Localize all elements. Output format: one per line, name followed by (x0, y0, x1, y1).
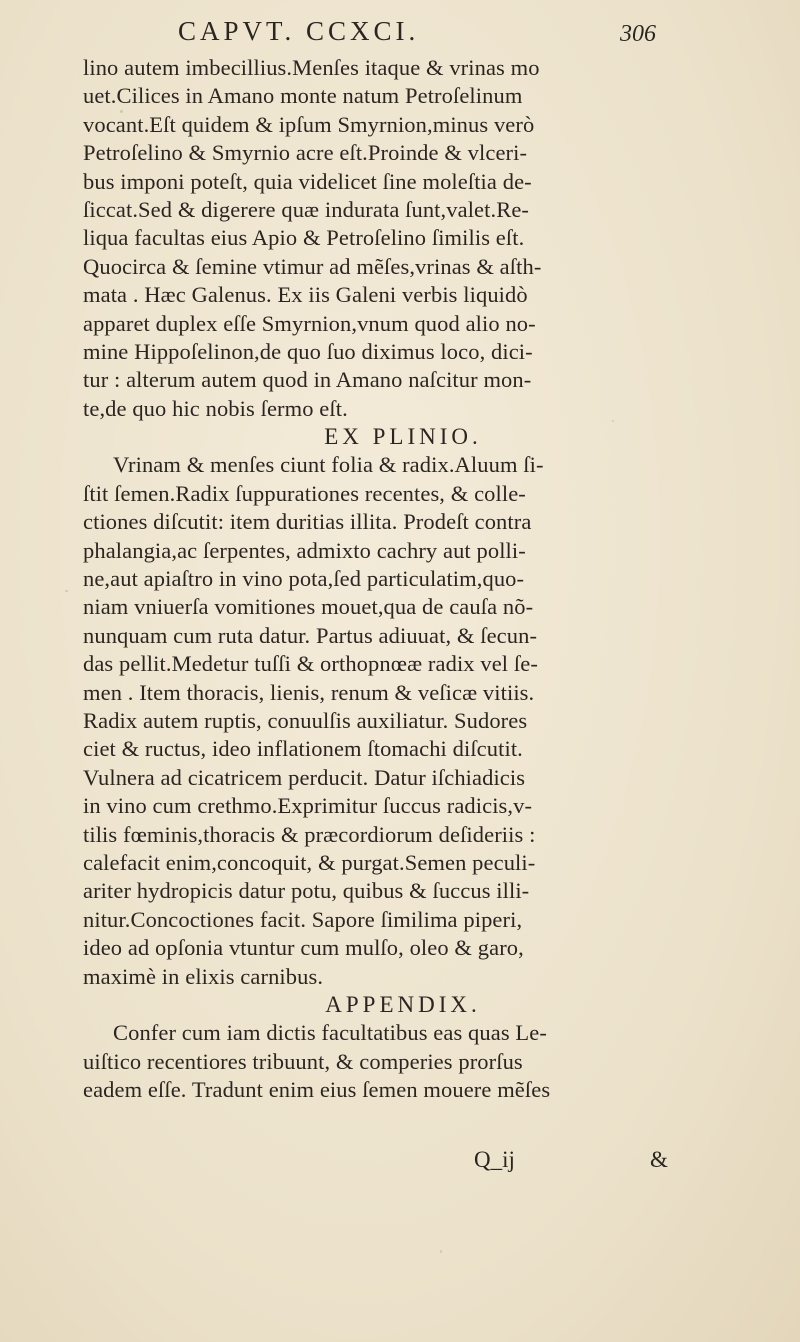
text-line: ciet & ructus, ideo inflationem ſtomachi diſcutit. (83, 736, 523, 762)
text-line: Radix autem ruptis, conuulſis auxiliatur. Sudores (83, 707, 528, 733)
text-line: ctiones diſcutit: item duritias illita. Prodeſt contra (83, 509, 532, 535)
text-line: liqua facultas eius Apio & Petroſelino ſimilis eſt. (83, 225, 525, 251)
paper-speck (440, 1250, 442, 1253)
text-line: bus imponi poteſt, quia videlicet ſine moleſtia de- (83, 168, 532, 194)
text-block (83, 54, 723, 1104)
text-line: ſtit ſemen.Radix ſuppurationes recentes, & colle- (83, 480, 526, 506)
text-line: Petroſelino & Smyrnio acre eſt.Proinde & vlceri- (83, 140, 528, 166)
paper-speck (65, 590, 68, 592)
text-line: lino autem imbecillius.Menſes itaque & vrinas mo (83, 55, 540, 80)
text-line: te,de quo hic nobis ſermo eſt. (83, 395, 348, 421)
text-line: Vulnera ad cicatricem perducit. Datur iſchiadicis (83, 764, 526, 790)
section-heading-appendix: APPENDIX. (325, 991, 481, 1017)
text-line: men . Item thoracis, lienis, renum & veſicæ vitiis. (83, 679, 535, 705)
text-line: vocant.Eſt quidem & ipſum Smyrnion,minus verò (83, 111, 535, 137)
text-line: eadem eſſe. Tradunt enim eius ſemen mouere mẽſes (83, 1077, 551, 1103)
text-line: mata . Hæc Galenus. Ex iis Galeni verbis liquidò (83, 282, 528, 308)
text-line: phalangia,ac ſerpentes, admixto cachry aut polli- (83, 537, 526, 563)
text-line: uiſtico recentiores tribuunt, & comperies prorſus (83, 1048, 523, 1074)
text-line: ſiccat.Sed & digerere quæ indurata ſunt,valet.Re- (83, 196, 530, 222)
text-line: mine Hippoſelinon,de quo ſuo diximus loco, dici- (83, 338, 533, 364)
text-line: in vino cum crethmo.Exprimitur ſuccus radicis,v- (83, 793, 533, 819)
text-line: uet.Cilices in Amano monte natum Petroſelinum (83, 83, 523, 109)
text-line: nunquam cum ruta datur. Partus adiuuat, & ſecun- (83, 622, 538, 648)
text-line: niam vniuerſa vomitiones mouet,qua de cauſa nõ- (83, 594, 534, 620)
text-line: Confer cum iam dictis facultatibus eas quas Le- (113, 1020, 547, 1046)
plinio-passage (83, 451, 723, 990)
section-heading-plinio: EX PLINIO. (324, 424, 482, 450)
text-line: tur : alterum autem quod in Amano naſcitur mon- (83, 367, 532, 393)
text-line: tilis fœminis,thoracis & præcordiorum deſideriis : (83, 821, 536, 847)
signature-mark: Q_ij (474, 1147, 515, 1172)
text-line: calefacit enim,concoquit, & purgat.Semen peculi- (83, 849, 536, 875)
galen-passage (83, 54, 723, 423)
text-line: Quocirca & ſemine vtimur ad mẽſes,vrinas & aſth- (83, 253, 542, 279)
page-header (0, 16, 800, 56)
text-line: ne,aut apiaſtro in vino pota,ſed particulatim,quo- (83, 566, 525, 592)
text-line: nitur.Concoctiones facit. Sapore ſimilima piperi, (83, 906, 523, 932)
page-number: 306 (620, 21, 656, 47)
text-line: apparet duplex eſſe Smyrnion,vnum quod alio no- (83, 310, 536, 336)
text-line: Vrinam & menſes ciunt folia & radix.Aluum ſi- (113, 452, 544, 478)
text-line: das pellit.Medetur tuſſi & orthopnœæ radix vel ſe- (83, 651, 538, 677)
text-line: ariter hydropicis datur potu, quibus & ſuccus illi- (83, 878, 530, 904)
appendix-passage (83, 1019, 723, 1104)
text-line: maximè in elixis carnibus. (83, 963, 324, 989)
page-footer (0, 1147, 800, 1177)
text-line: ideo ad opſonia vtuntur cum mulſo, oleo & garo, (83, 935, 524, 961)
running-head: CAPVT. CCXCI. (178, 16, 420, 46)
catchword: & (650, 1147, 668, 1172)
